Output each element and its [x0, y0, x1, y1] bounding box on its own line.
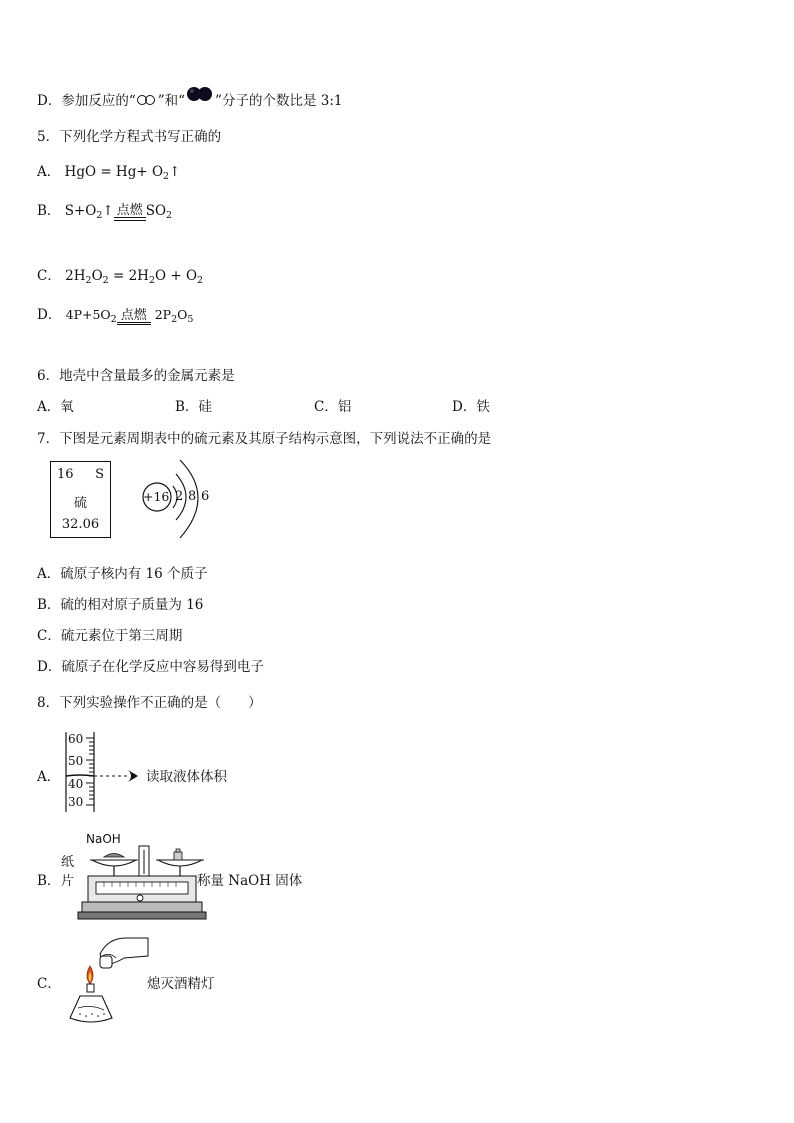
element-symbol: S: [95, 467, 104, 482]
q8-c-label: C．: [37, 976, 61, 992]
q7-option-d: D．硫原子在化学反应中容易得到电子: [37, 659, 264, 675]
atomic-mass: 32.06: [61, 517, 100, 532]
cylinder-tick-60: 60: [68, 732, 84, 746]
atomic-number: 16: [57, 467, 74, 482]
q5-d-equation: $4P+5O_2$ 点燃 $2P_2O_5$: [65, 307, 194, 325]
q6-option-c: C．铝: [314, 399, 352, 415]
q8-a-caption: 读取液体体积: [146, 769, 227, 785]
cylinder-tick-50: 50: [68, 754, 84, 768]
q5-c-label: C．: [37, 268, 61, 284]
q7-option-b: B．硫的相对原子质量为 16: [37, 597, 204, 613]
q5-a-label: A．: [37, 164, 61, 180]
q5-option-b: [37, 199, 172, 221]
q6-option-b: B．硅: [175, 399, 212, 415]
q8-b-caption: 称量 NaOH 固体: [197, 873, 303, 889]
q5-option-d: [37, 303, 193, 325]
element-name: 硫: [73, 496, 87, 511]
q4-d-text-2: ”和“: [157, 93, 186, 109]
q8-stem: 8．下列实验操作不正确的是（ ）: [37, 695, 262, 711]
q5-d-label: D．: [37, 307, 62, 323]
q5-option-a: [37, 160, 180, 182]
q4-d-text-3: ”分子的个数比是 3:1: [215, 93, 343, 109]
shell-electrons-2: 8: [188, 489, 197, 504]
q4-d-text-1: 参加反应的“: [61, 93, 136, 109]
q6-option-a: A．氧: [37, 399, 74, 415]
q5-d-condition: 点燃: [120, 308, 147, 323]
alcohol-lamp-illustration: [64, 934, 150, 1032]
q7-stem: 7．下图是元素周期表中的硫元素及其原子结构示意图，下列说法不正确的是: [37, 431, 492, 447]
sulfur-element-cell: [50, 461, 111, 538]
q7-option-a: A．硫原子核内有 16 个质子: [37, 566, 208, 582]
q7-option-c: C．硫元素位于第三周期: [37, 628, 183, 644]
molecule-dark-icon: [185, 86, 215, 102]
balance-scale-illustration: [76, 844, 201, 924]
q5-option-c: [37, 264, 203, 286]
q8-c-caption: 熄灭酒精灯: [147, 976, 215, 992]
q5-c-equation: $2H_2O_2 = 2H_2O + O_2$: [65, 268, 204, 286]
naoh-label: NaOH: [86, 832, 121, 846]
q8-b-label: B．: [37, 873, 61, 889]
q5-b-equation: $S+O_2↑$ 点燃 $SO_2$: [64, 203, 173, 221]
q4-d-label: D．: [37, 93, 62, 109]
shell-electrons-1: 2: [175, 489, 184, 504]
q5-stem: 5．下列化学方程式书写正确的: [37, 129, 222, 145]
cylinder-tick-30: 30: [68, 795, 84, 809]
q5-b-label: B．: [37, 203, 61, 219]
q6-stem: 6．地壳中含量最多的金属元素是: [37, 368, 235, 384]
q6-options: [37, 395, 557, 413]
cylinder-tick-40: 40: [68, 777, 84, 791]
q5-b-condition: 点燃: [116, 203, 143, 218]
paper-label: 纸片: [61, 855, 75, 889]
q8-a-label: A．: [37, 769, 61, 785]
nucleus-charge: +16: [143, 489, 170, 504]
molecule-co-icon: [136, 94, 158, 106]
q4-option-d: [37, 89, 342, 109]
q5-a-equation: HgO = $Hg+ O_2↑$: [64, 164, 181, 182]
q6-option-d: D．铁: [452, 399, 490, 415]
shell-electrons-3: 6: [201, 489, 210, 504]
